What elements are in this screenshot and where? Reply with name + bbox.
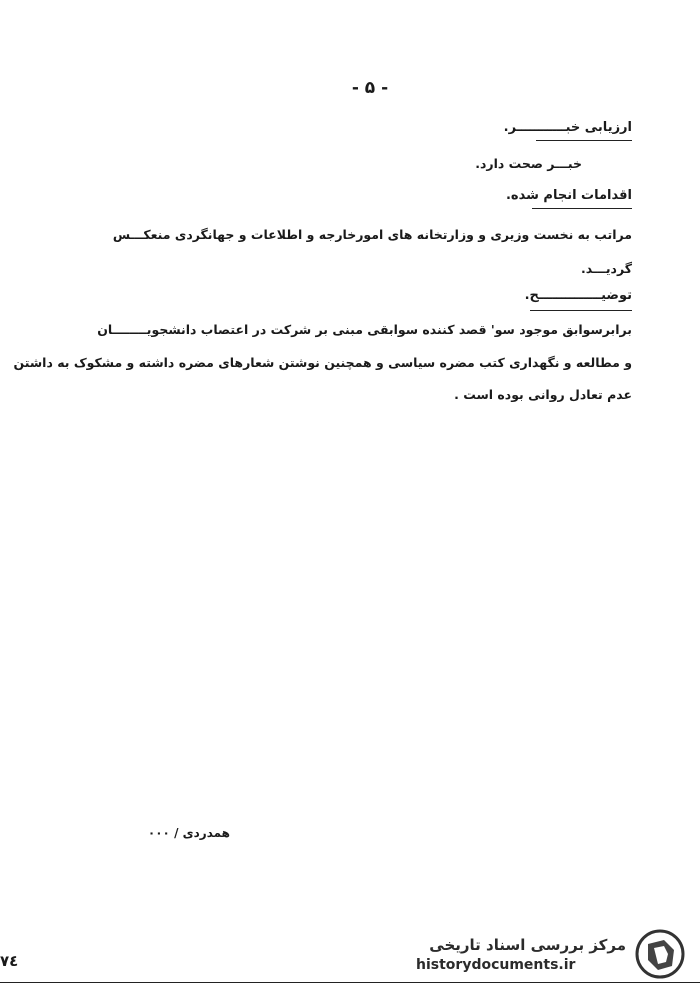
page-number: - ۵ - <box>351 78 389 98</box>
history-documents-logo-icon <box>634 928 686 980</box>
body-line: برابرسوابق موجود سو' قصد کننده سوابقی مبنی بر شرکت در اعتصاب دانشجویــــــــان <box>97 322 632 337</box>
heading-underline <box>532 208 632 209</box>
watermark-url: historydocuments.ir <box>416 957 576 973</box>
heading-news-assessment: ارزیابی خبـــــــــــر. <box>503 120 632 135</box>
bottom-rule <box>0 982 700 983</box>
footer-reference: همدردی / ۰۰۰ <box>147 826 230 840</box>
heading-actions-taken: اقدامات انجام شده. <box>505 188 632 203</box>
heading-underline <box>530 310 632 311</box>
body-line: و مطالعه و نگهداری کتب مضره سیاسی و همچنین نوشتن شعارهای مضره داشته و مشکوک به داشتن <box>13 355 632 370</box>
heading-underline <box>536 140 632 141</box>
body-line: مراتب به نخست وزیری و وزارتخانه های امورخارجه و اطلاعات و جهانگردی منعکـــس <box>112 227 632 242</box>
body-line: گردیـــد. <box>581 261 632 276</box>
body-line: عدم تعادل روانی بوده است . <box>454 387 632 402</box>
corner-page-number: ۷٤ <box>0 952 19 970</box>
body-line: خبـــر صحت دارد. <box>475 156 582 171</box>
heading-explanation: توضیــــــــــــــح. <box>524 288 632 303</box>
watermark-title: مرکز بررسی اسناد تاریخی <box>429 936 626 954</box>
